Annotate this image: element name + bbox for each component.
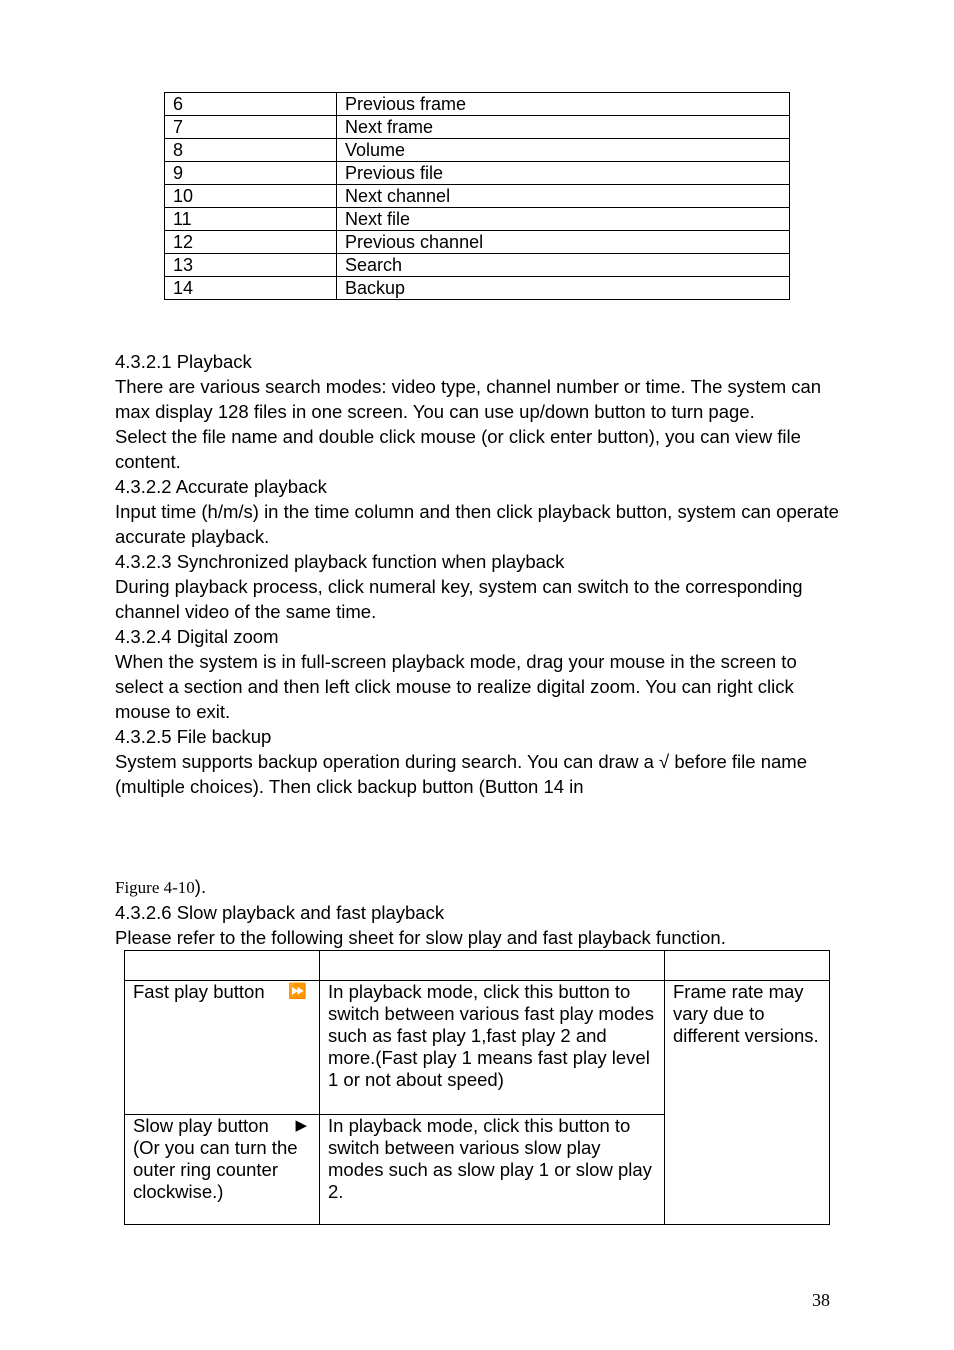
button-function: Volume	[337, 139, 790, 162]
paragraph-synchronized-playback: During playback process, click numeral key, system can switch to the corresponding channel video of the same time.	[115, 576, 803, 622]
table-row	[165, 208, 790, 231]
button-number: 7	[165, 116, 337, 139]
paragraph-playback-1: There are various search modes: video type, channel number or time. The system can max display 128 files in one screen. You can use up/down button to turn page.	[115, 376, 822, 422]
figure-reference-tail: ).	[194, 876, 207, 897]
button-number: 9	[165, 162, 337, 185]
button-function: Previous frame	[337, 93, 790, 116]
button-function: Next channel	[337, 185, 790, 208]
button-number: 10	[165, 185, 337, 208]
button-number: 14	[165, 277, 337, 300]
table-row-fast-play	[125, 981, 830, 1115]
header-cell	[125, 951, 320, 981]
heading-playback: 4.3.2.1 Playback	[115, 351, 252, 372]
body-text	[115, 349, 845, 799]
fast-forward-icon: ⏩	[288, 983, 307, 1000]
button-number-table	[164, 92, 790, 300]
figure-reference: Figure 4-10	[115, 878, 195, 897]
table-row	[165, 93, 790, 116]
body-text-lower	[115, 874, 845, 950]
heading-slow-fast-playback: 4.3.2.6 Slow playback and fast playback	[115, 902, 445, 923]
table-row	[165, 185, 790, 208]
button-number: 11	[165, 208, 337, 231]
fast-play-cell	[125, 981, 320, 1115]
table-row	[165, 162, 790, 185]
fast-play-label: Fast play button	[133, 981, 265, 1002]
button-function: Backup	[337, 277, 790, 300]
button-number: 12	[165, 231, 337, 254]
table-row	[165, 231, 790, 254]
slow-play-label-rest: (Or you can turn the outer ring counter clockwise.)	[133, 1137, 298, 1202]
slow-play-cell	[125, 1115, 320, 1225]
button-function: Next file	[337, 208, 790, 231]
heading-synchronized-playback: 4.3.2.3 Synchronized playback function when playback	[115, 551, 565, 572]
header-cell	[665, 951, 830, 981]
slow-play-label: Slow play button	[133, 1115, 269, 1136]
button-function: Next frame	[337, 116, 790, 139]
button-function: Previous channel	[337, 231, 790, 254]
table-row	[165, 277, 790, 300]
header-cell	[320, 951, 665, 981]
table-row	[165, 254, 790, 277]
button-function: Search	[337, 254, 790, 277]
paragraph-digital-zoom: When the system is in full-screen playback mode, drag your mouse in the screen to select a section and then left click mouse to realize digital zoom. You can right click mouse to exit.	[115, 651, 797, 722]
paragraph-file-backup: System supports backup operation during search. You can draw a √ before file name (multiple choices). Then click backup button (Button 14 in	[115, 751, 807, 797]
fast-play-description: In playback mode, click this button to switch between various fast play modes such as fast play 1,fast play 2 and more.(Fast play 1 means fast play level 1 or not about speed)	[320, 981, 665, 1115]
figure-reference-line	[115, 874, 845, 900]
slow-play-description: In playback mode, click this button to switch between various slow play modes such as slow play 1 or slow play 2.	[320, 1115, 665, 1225]
button-number: 13	[165, 254, 337, 277]
table-header-row	[125, 951, 830, 981]
button-function: Previous file	[337, 162, 790, 185]
button-number: 8	[165, 139, 337, 162]
paragraph-slow-fast-playback: Please refer to the following sheet for slow play and fast playback function.	[115, 927, 726, 948]
heading-digital-zoom: 4.3.2.4 Digital zoom	[115, 626, 279, 647]
speed-function-table	[124, 950, 830, 1225]
heading-file-backup: 4.3.2.5 File backup	[115, 726, 272, 747]
frame-rate-note: Frame rate may vary due to different versions.	[665, 981, 830, 1225]
play-icon: ▶	[295, 1117, 307, 1134]
paragraph-playback-2: Select the file name and double click mouse (or click enter button), you can view file content.	[115, 426, 801, 472]
table-row	[165, 139, 790, 162]
paragraph-accurate-playback: Input time (h/m/s) in the time column and then click playback button, system can operate accurate playback.	[115, 501, 839, 547]
heading-accurate-playback: 4.3.2.2 Accurate playback	[115, 476, 327, 497]
table-row	[165, 116, 790, 139]
page-number: 38	[812, 1290, 830, 1310]
button-number: 6	[165, 93, 337, 116]
